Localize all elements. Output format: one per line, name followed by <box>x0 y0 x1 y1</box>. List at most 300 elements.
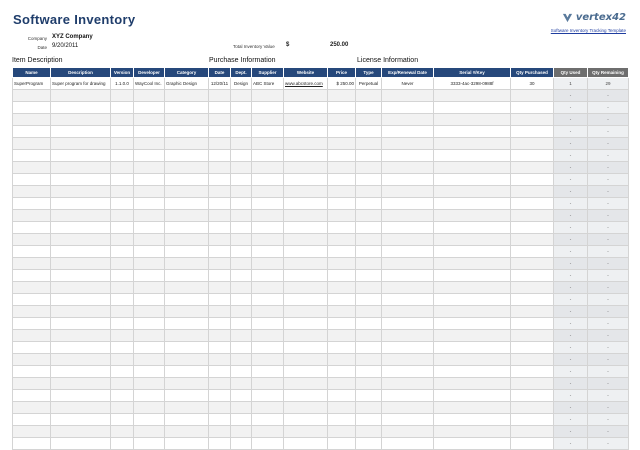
table-cell[interactable] <box>511 366 554 378</box>
table-cell[interactable] <box>434 234 511 246</box>
table-cell[interactable]: SuperProgram <box>13 78 51 90</box>
table-cell[interactable] <box>328 354 356 366</box>
table-cell[interactable]: 12/20/11 <box>209 78 231 90</box>
table-cell[interactable] <box>165 162 209 174</box>
table-cell[interactable] <box>434 354 511 366</box>
table-cell[interactable] <box>165 306 209 318</box>
table-cell[interactable] <box>165 234 209 246</box>
table-cell[interactable] <box>252 162 284 174</box>
table-cell[interactable]: 3333-4ac-3298-0988f <box>434 78 511 90</box>
table-cell[interactable] <box>382 162 434 174</box>
table-cell[interactable] <box>382 438 434 450</box>
table-cell[interactable] <box>434 390 511 402</box>
table-cell[interactable] <box>111 354 134 366</box>
table-cell[interactable] <box>231 414 252 426</box>
table-cell[interactable] <box>134 318 165 330</box>
table-cell[interactable] <box>165 258 209 270</box>
table-cell[interactable] <box>382 222 434 234</box>
table-cell[interactable] <box>209 402 231 414</box>
table-cell[interactable] <box>111 150 134 162</box>
table-cell[interactable] <box>356 390 382 402</box>
table-cell[interactable] <box>356 126 382 138</box>
table-cell[interactable] <box>356 378 382 390</box>
table-cell[interactable] <box>231 282 252 294</box>
table-cell[interactable] <box>252 258 284 270</box>
table-cell[interactable] <box>231 90 252 102</box>
table-cell[interactable] <box>284 270 328 282</box>
table-cell[interactable] <box>511 318 554 330</box>
table-cell[interactable] <box>165 294 209 306</box>
table-cell[interactable] <box>231 246 252 258</box>
table-cell[interactable] <box>382 270 434 282</box>
table-cell[interactable] <box>165 198 209 210</box>
table-cell[interactable] <box>284 402 328 414</box>
table-cell[interactable] <box>165 330 209 342</box>
table-cell[interactable] <box>209 426 231 438</box>
table-cell[interactable] <box>252 246 284 258</box>
table-cell[interactable] <box>51 402 111 414</box>
table-cell[interactable] <box>134 222 165 234</box>
vertex42-logo[interactable] <box>562 12 626 23</box>
table-cell[interactable] <box>134 366 165 378</box>
table-cell[interactable] <box>511 186 554 198</box>
table-cell[interactable] <box>165 246 209 258</box>
table-cell[interactable] <box>51 330 111 342</box>
table-cell[interactable] <box>134 150 165 162</box>
table-cell[interactable] <box>284 438 328 450</box>
table-cell[interactable] <box>134 330 165 342</box>
table-cell[interactable] <box>434 150 511 162</box>
table-cell[interactable] <box>328 330 356 342</box>
table-cell[interactable] <box>328 246 356 258</box>
table-cell[interactable] <box>284 342 328 354</box>
table-cell[interactable] <box>382 426 434 438</box>
table-cell[interactable] <box>382 102 434 114</box>
table-cell[interactable] <box>134 138 165 150</box>
table-cell[interactable] <box>13 186 51 198</box>
table-cell[interactable] <box>231 378 252 390</box>
table-cell[interactable] <box>134 294 165 306</box>
table-cell[interactable] <box>252 186 284 198</box>
table-cell[interactable] <box>51 366 111 378</box>
table-cell[interactable] <box>134 90 165 102</box>
table-cell[interactable] <box>328 174 356 186</box>
table-cell[interactable] <box>382 90 434 102</box>
table-cell[interactable] <box>284 174 328 186</box>
table-cell[interactable] <box>328 366 356 378</box>
table-cell[interactable] <box>231 306 252 318</box>
table-cell[interactable] <box>328 342 356 354</box>
table-cell[interactable] <box>511 114 554 126</box>
table-cell[interactable] <box>134 306 165 318</box>
table-cell[interactable] <box>284 354 328 366</box>
table-cell[interactable] <box>252 270 284 282</box>
table-cell[interactable] <box>209 90 231 102</box>
table-cell[interactable] <box>356 366 382 378</box>
table-cell[interactable] <box>209 210 231 222</box>
table-cell[interactable] <box>13 174 51 186</box>
table-cell[interactable] <box>434 102 511 114</box>
table-cell[interactable] <box>209 138 231 150</box>
date-value[interactable]: 9/20/2011 <box>52 43 79 49</box>
table-cell[interactable] <box>252 150 284 162</box>
table-cell[interactable] <box>209 162 231 174</box>
table-cell[interactable] <box>382 354 434 366</box>
table-cell[interactable] <box>111 366 134 378</box>
table-cell[interactable] <box>209 294 231 306</box>
table-cell[interactable] <box>165 366 209 378</box>
table-cell[interactable] <box>13 90 51 102</box>
table-cell[interactable] <box>328 186 356 198</box>
table-cell[interactable] <box>134 390 165 402</box>
table-cell[interactable] <box>209 414 231 426</box>
table-cell[interactable] <box>165 138 209 150</box>
table-cell[interactable] <box>356 150 382 162</box>
table-cell[interactable] <box>13 426 51 438</box>
table-cell[interactable] <box>511 306 554 318</box>
table-cell[interactable] <box>252 378 284 390</box>
table-cell[interactable] <box>13 330 51 342</box>
table-cell[interactable] <box>51 198 111 210</box>
table-cell[interactable] <box>434 222 511 234</box>
table-cell[interactable] <box>511 402 554 414</box>
table-cell[interactable] <box>434 306 511 318</box>
table-cell[interactable] <box>434 174 511 186</box>
table-cell[interactable] <box>356 426 382 438</box>
table-cell[interactable] <box>13 318 51 330</box>
table-cell[interactable] <box>252 390 284 402</box>
table-cell[interactable] <box>13 282 51 294</box>
table-cell[interactable] <box>511 174 554 186</box>
table-cell[interactable] <box>209 354 231 366</box>
table-cell[interactable] <box>356 282 382 294</box>
table-cell[interactable] <box>434 162 511 174</box>
table-cell[interactable] <box>252 330 284 342</box>
table-cell[interactable] <box>252 174 284 186</box>
table-cell[interactable] <box>111 378 134 390</box>
table-cell[interactable] <box>511 426 554 438</box>
table-cell[interactable] <box>134 354 165 366</box>
table-cell[interactable] <box>284 426 328 438</box>
table-cell[interactable] <box>284 366 328 378</box>
table-cell[interactable] <box>382 114 434 126</box>
table-cell[interactable] <box>134 210 165 222</box>
table-cell[interactable] <box>165 342 209 354</box>
table-cell[interactable] <box>434 366 511 378</box>
table-cell[interactable] <box>511 282 554 294</box>
table-cell[interactable]: Design <box>231 78 252 90</box>
table-cell[interactable] <box>356 330 382 342</box>
table-cell[interactable] <box>209 366 231 378</box>
table-cell[interactable] <box>284 114 328 126</box>
table-cell[interactable] <box>13 390 51 402</box>
table-cell[interactable] <box>111 126 134 138</box>
table-cell[interactable] <box>284 258 328 270</box>
table-cell[interactable] <box>328 378 356 390</box>
table-cell[interactable] <box>511 102 554 114</box>
table-cell[interactable] <box>511 354 554 366</box>
table-cell[interactable] <box>382 378 434 390</box>
table-cell[interactable] <box>165 102 209 114</box>
table-cell[interactable] <box>231 390 252 402</box>
table-cell[interactable] <box>284 198 328 210</box>
table-cell[interactable] <box>382 390 434 402</box>
table-cell[interactable]: Super program for drawing <box>51 78 111 90</box>
table-cell[interactable] <box>284 330 328 342</box>
table-cell[interactable] <box>434 378 511 390</box>
table-cell[interactable] <box>134 378 165 390</box>
table-cell[interactable] <box>284 306 328 318</box>
table-cell[interactable] <box>51 426 111 438</box>
table-cell[interactable] <box>284 222 328 234</box>
table-cell[interactable] <box>134 102 165 114</box>
table-cell[interactable] <box>13 246 51 258</box>
table-cell[interactable] <box>382 306 434 318</box>
table-cell[interactable] <box>165 402 209 414</box>
table-cell[interactable] <box>51 114 111 126</box>
table-cell[interactable] <box>51 390 111 402</box>
company-value[interactable]: XYZ Company <box>52 34 93 40</box>
table-cell[interactable] <box>511 390 554 402</box>
table-cell[interactable] <box>134 126 165 138</box>
table-cell[interactable] <box>252 414 284 426</box>
table-cell[interactable] <box>13 402 51 414</box>
table-cell[interactable] <box>328 198 356 210</box>
table-cell[interactable] <box>13 126 51 138</box>
table-cell[interactable] <box>284 126 328 138</box>
table-cell[interactable] <box>356 162 382 174</box>
table-cell[interactable] <box>434 342 511 354</box>
table-cell[interactable] <box>13 138 51 150</box>
table-cell[interactable] <box>356 402 382 414</box>
table-cell[interactable] <box>434 186 511 198</box>
table-cell[interactable] <box>231 426 252 438</box>
table-cell[interactable] <box>51 294 111 306</box>
table-cell[interactable] <box>434 198 511 210</box>
table-cell[interactable] <box>328 258 356 270</box>
table-cell[interactable] <box>356 306 382 318</box>
table-cell[interactable] <box>328 294 356 306</box>
table-cell[interactable] <box>134 174 165 186</box>
table-cell[interactable] <box>511 342 554 354</box>
table-cell[interactable] <box>111 210 134 222</box>
table-cell[interactable] <box>328 150 356 162</box>
table-cell[interactable] <box>13 366 51 378</box>
table-cell[interactable] <box>252 198 284 210</box>
table-cell[interactable] <box>356 138 382 150</box>
table-cell[interactable] <box>134 234 165 246</box>
table-cell[interactable] <box>356 114 382 126</box>
table-cell[interactable] <box>51 414 111 426</box>
table-cell[interactable] <box>356 90 382 102</box>
table-cell[interactable] <box>231 294 252 306</box>
table-cell[interactable]: www.abcstore.com <box>284 78 328 90</box>
table-cell[interactable] <box>434 258 511 270</box>
table-cell[interactable] <box>111 234 134 246</box>
table-cell[interactable] <box>209 186 231 198</box>
table-cell[interactable] <box>356 102 382 114</box>
table-cell[interactable] <box>51 258 111 270</box>
table-cell[interactable] <box>209 246 231 258</box>
table-cell[interactable] <box>328 426 356 438</box>
table-cell[interactable] <box>111 198 134 210</box>
table-cell[interactable] <box>231 222 252 234</box>
table-cell[interactable] <box>328 402 356 414</box>
table-cell[interactable] <box>231 174 252 186</box>
table-cell[interactable] <box>231 234 252 246</box>
table-cell[interactable] <box>13 354 51 366</box>
table-cell[interactable] <box>328 234 356 246</box>
table-cell[interactable] <box>284 186 328 198</box>
table-cell[interactable] <box>209 198 231 210</box>
table-cell[interactable] <box>511 234 554 246</box>
table-cell[interactable] <box>165 270 209 282</box>
table-cell[interactable] <box>511 222 554 234</box>
table-cell[interactable] <box>13 258 51 270</box>
table-cell[interactable] <box>51 102 111 114</box>
table-cell[interactable] <box>356 414 382 426</box>
table-cell[interactable] <box>328 390 356 402</box>
table-cell[interactable] <box>165 354 209 366</box>
table-cell[interactable] <box>13 162 51 174</box>
table-cell[interactable] <box>284 210 328 222</box>
table-cell[interactable] <box>51 234 111 246</box>
table-cell[interactable] <box>434 414 511 426</box>
table-cell[interactable] <box>356 246 382 258</box>
table-cell[interactable] <box>231 150 252 162</box>
table-cell[interactable] <box>134 414 165 426</box>
table-cell[interactable] <box>434 294 511 306</box>
table-cell[interactable] <box>356 354 382 366</box>
table-cell[interactable] <box>231 342 252 354</box>
table-cell[interactable] <box>382 318 434 330</box>
table-cell[interactable]: ABC Store <box>252 78 284 90</box>
table-cell[interactable] <box>111 426 134 438</box>
table-cell[interactable] <box>434 438 511 450</box>
table-cell[interactable]: $ 250.00 <box>328 78 356 90</box>
table-cell[interactable] <box>284 150 328 162</box>
table-cell[interactable] <box>111 330 134 342</box>
table-cell[interactable] <box>111 402 134 414</box>
table-cell[interactable] <box>284 318 328 330</box>
table-cell[interactable] <box>111 306 134 318</box>
table-cell[interactable] <box>511 246 554 258</box>
table-cell[interactable] <box>252 342 284 354</box>
table-cell[interactable]: Never <box>382 78 434 90</box>
table-cell[interactable] <box>13 438 51 450</box>
table-cell[interactable] <box>382 126 434 138</box>
table-cell[interactable] <box>328 114 356 126</box>
table-cell[interactable] <box>252 138 284 150</box>
table-cell[interactable] <box>231 270 252 282</box>
table-cell[interactable] <box>434 426 511 438</box>
table-cell[interactable] <box>511 330 554 342</box>
table-cell[interactable] <box>111 270 134 282</box>
table-cell[interactable] <box>356 258 382 270</box>
table-cell[interactable] <box>434 318 511 330</box>
table-cell[interactable] <box>13 102 51 114</box>
table-cell[interactable] <box>382 282 434 294</box>
table-cell[interactable] <box>13 378 51 390</box>
table-cell[interactable]: Perpetual <box>356 78 382 90</box>
table-cell[interactable] <box>252 354 284 366</box>
table-cell[interactable] <box>252 126 284 138</box>
table-cell[interactable] <box>434 210 511 222</box>
table-cell[interactable] <box>165 186 209 198</box>
table-cell[interactable] <box>252 222 284 234</box>
table-cell[interactable] <box>111 90 134 102</box>
table-cell[interactable] <box>231 102 252 114</box>
table-cell[interactable] <box>382 138 434 150</box>
table-cell[interactable] <box>51 174 111 186</box>
table-cell[interactable] <box>51 138 111 150</box>
table-cell[interactable] <box>165 282 209 294</box>
table-cell[interactable] <box>328 162 356 174</box>
table-cell[interactable] <box>165 174 209 186</box>
table-cell[interactable] <box>252 282 284 294</box>
table-cell[interactable] <box>356 234 382 246</box>
table-cell[interactable] <box>231 138 252 150</box>
table-cell[interactable] <box>111 138 134 150</box>
table-cell[interactable] <box>231 162 252 174</box>
table-cell[interactable] <box>134 198 165 210</box>
table-cell[interactable] <box>328 102 356 114</box>
table-cell[interactable] <box>252 438 284 450</box>
table-cell[interactable] <box>165 150 209 162</box>
table-cell[interactable] <box>165 390 209 402</box>
table-cell[interactable] <box>328 438 356 450</box>
table-cell[interactable] <box>356 342 382 354</box>
table-cell[interactable] <box>252 90 284 102</box>
table-cell[interactable] <box>13 114 51 126</box>
table-cell[interactable] <box>231 198 252 210</box>
table-cell[interactable] <box>252 366 284 378</box>
table-cell[interactable] <box>13 150 51 162</box>
table-cell[interactable] <box>134 438 165 450</box>
table-cell[interactable] <box>165 318 209 330</box>
table-cell[interactable] <box>284 414 328 426</box>
table-cell[interactable] <box>328 138 356 150</box>
table-cell[interactable] <box>284 246 328 258</box>
table-cell[interactable] <box>134 270 165 282</box>
table-cell[interactable] <box>328 414 356 426</box>
table-cell[interactable] <box>328 210 356 222</box>
table-cell[interactable] <box>165 126 209 138</box>
table-cell[interactable] <box>356 318 382 330</box>
table-cell[interactable] <box>382 342 434 354</box>
table-cell[interactable] <box>13 234 51 246</box>
table-cell[interactable] <box>209 438 231 450</box>
table-cell[interactable] <box>111 318 134 330</box>
table-cell[interactable] <box>134 114 165 126</box>
table-cell[interactable] <box>13 306 51 318</box>
table-cell[interactable] <box>284 234 328 246</box>
table-cell[interactable] <box>328 270 356 282</box>
table-cell[interactable] <box>284 162 328 174</box>
table-cell[interactable] <box>165 222 209 234</box>
table-cell[interactable] <box>511 258 554 270</box>
table-cell[interactable] <box>511 198 554 210</box>
table-cell[interactable] <box>111 246 134 258</box>
table-cell[interactable] <box>382 402 434 414</box>
table-cell[interactable] <box>51 318 111 330</box>
table-cell[interactable] <box>51 282 111 294</box>
table-cell[interactable] <box>231 186 252 198</box>
table-cell[interactable] <box>252 210 284 222</box>
table-cell[interactable] <box>434 138 511 150</box>
table-cell[interactable] <box>382 258 434 270</box>
table-cell[interactable] <box>231 354 252 366</box>
